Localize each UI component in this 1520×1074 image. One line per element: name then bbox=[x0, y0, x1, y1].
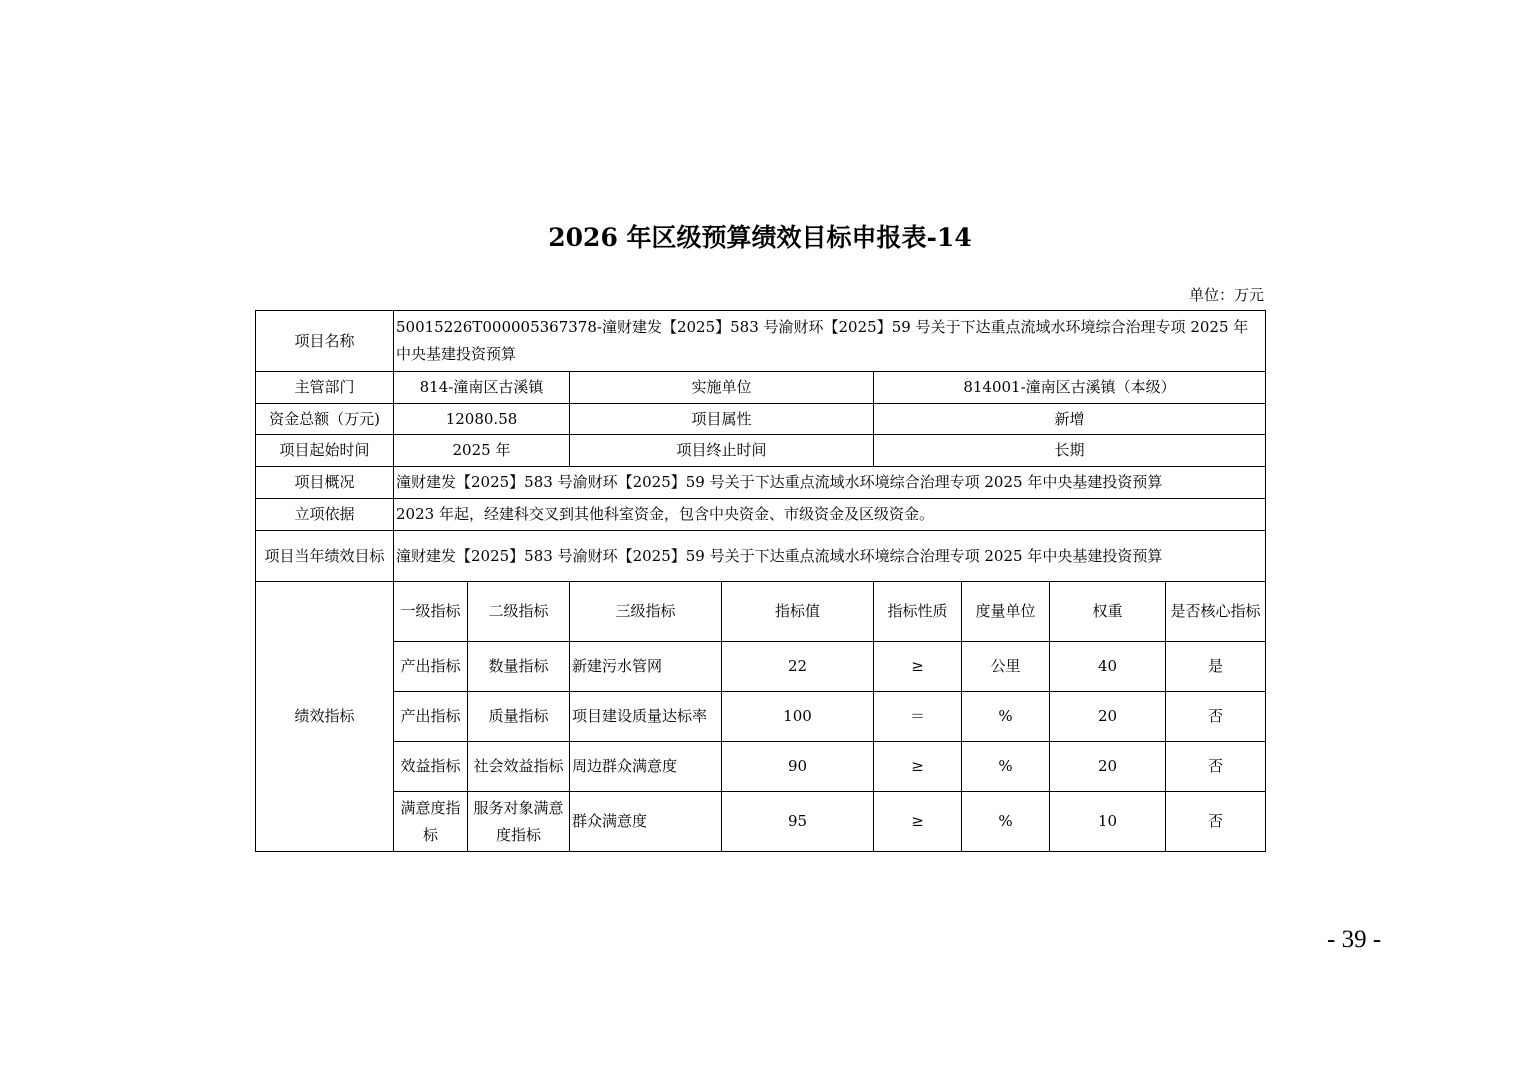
indicators-section-label: 绩效指标 bbox=[256, 582, 394, 852]
row-fund bbox=[256, 404, 1266, 435]
indicator-weight: 40 bbox=[1050, 642, 1166, 692]
indicator-nature: ≥ bbox=[874, 792, 962, 852]
document-title: 2026 年区级预算绩效目标申报表-14 bbox=[548, 223, 972, 252]
indicator-row bbox=[256, 642, 1266, 692]
project-name-label: 项目名称 bbox=[256, 311, 394, 372]
row-basis bbox=[256, 499, 1266, 531]
indicator-unit: 公里 bbox=[962, 642, 1050, 692]
fund-total-label: 资金总额（万元) bbox=[256, 404, 394, 435]
indicator-row bbox=[256, 692, 1266, 742]
implementer-value: 814001-潼南区古溪镇（本级） bbox=[874, 372, 1266, 404]
page-number: - 39 - bbox=[1327, 926, 1382, 953]
indicator-is-core: 否 bbox=[1166, 792, 1266, 852]
indicator-row bbox=[256, 792, 1266, 852]
indicator-nature: ≥ bbox=[874, 642, 962, 692]
indicator-level1: 产出指标 bbox=[394, 692, 468, 742]
header-indicator-value: 指标值 bbox=[722, 582, 874, 642]
indicator-is-core: 是 bbox=[1166, 642, 1266, 692]
header-indicator-nature: 指标性质 bbox=[874, 582, 962, 642]
annual-goal-label: 项目当年绩效目标 bbox=[256, 531, 394, 582]
indicator-unit: % bbox=[962, 792, 1050, 852]
basis-value: 2023 年起，经建科交叉到其他科室资金，包含中央资金、市级资金及区级资金。 bbox=[394, 499, 1266, 531]
indicator-unit: % bbox=[962, 742, 1050, 792]
indicator-value: 90 bbox=[722, 742, 874, 792]
department-label: 主管部门 bbox=[256, 372, 394, 404]
indicator-unit: % bbox=[962, 692, 1050, 742]
budget-performance-table bbox=[255, 310, 1266, 852]
header-level1: 一级指标 bbox=[394, 582, 468, 642]
row-annual-goal bbox=[256, 531, 1266, 582]
project-attribute-label: 项目属性 bbox=[570, 404, 874, 435]
indicator-weight: 20 bbox=[1050, 742, 1166, 792]
indicator-level1: 效益指标 bbox=[394, 742, 468, 792]
indicator-value: 100 bbox=[722, 692, 874, 742]
indicator-level3: 新建污水管网 bbox=[570, 642, 722, 692]
indicator-level2: 社会效益指标 bbox=[468, 742, 570, 792]
indicator-weight: 20 bbox=[1050, 692, 1166, 742]
indicator-is-core: 否 bbox=[1166, 742, 1266, 792]
indicator-nature: ＝ bbox=[874, 692, 962, 742]
indicator-level1: 满意度指标 bbox=[394, 792, 468, 852]
end-time-value: 长期 bbox=[874, 435, 1266, 467]
indicator-weight: 10 bbox=[1050, 792, 1166, 852]
indicator-level2: 服务对象满意度指标 bbox=[468, 792, 570, 852]
row-period bbox=[256, 435, 1266, 467]
row-project-name bbox=[256, 311, 1266, 372]
header-level3: 三级指标 bbox=[570, 582, 722, 642]
indicator-is-core: 否 bbox=[1166, 692, 1266, 742]
header-weight: 权重 bbox=[1050, 582, 1166, 642]
indicator-level3: 项目建设质量达标率 bbox=[570, 692, 722, 742]
indicator-value: 22 bbox=[722, 642, 874, 692]
department-value: 814-潼南区古溪镇 bbox=[394, 372, 570, 404]
row-department bbox=[256, 372, 1266, 404]
end-time-label: 项目终止时间 bbox=[570, 435, 874, 467]
overview-value: 潼财建发【2025】583 号渝财环【2025】59 号关于下达重点流域水环境综合治理专项 2025 年中央基建投资预算 bbox=[394, 467, 1266, 499]
indicator-nature: ≥ bbox=[874, 742, 962, 792]
header-level2: 二级指标 bbox=[468, 582, 570, 642]
start-time-label: 项目起始时间 bbox=[256, 435, 394, 467]
implementer-label: 实施单位 bbox=[570, 372, 874, 404]
overview-label: 项目概况 bbox=[256, 467, 394, 499]
indicator-value: 95 bbox=[722, 792, 874, 852]
indicator-level3: 群众满意度 bbox=[570, 792, 722, 852]
basis-label: 立项依据 bbox=[256, 499, 394, 531]
indicator-level2: 数量指标 bbox=[468, 642, 570, 692]
unit-label: 单位：万元 bbox=[1188, 286, 1264, 304]
header-measure-unit: 度量单位 bbox=[962, 582, 1050, 642]
start-time-value: 2025 年 bbox=[394, 435, 570, 467]
indicator-row bbox=[256, 742, 1266, 792]
indicator-level3: 周边群众满意度 bbox=[570, 742, 722, 792]
project-attribute-value: 新增 bbox=[874, 404, 1266, 435]
indicator-header-row bbox=[256, 582, 1266, 642]
row-overview bbox=[256, 467, 1266, 499]
indicator-level1: 产出指标 bbox=[394, 642, 468, 692]
annual-goal-value: 潼财建发【2025】583 号渝财环【2025】59 号关于下达重点流域水环境综合治理专项 2025 年中央基建投资预算 bbox=[394, 531, 1266, 582]
header-is-core: 是否核心指标 bbox=[1166, 582, 1266, 642]
fund-total-value: 12080.58 bbox=[394, 404, 570, 435]
indicator-level2: 质量指标 bbox=[468, 692, 570, 742]
project-name-value: 50015226T000005367378-潼财建发【2025】583 号渝财环【2025】59 号关于下达重点流域水环境综合治理专项 2025 年中央基建投资预算 bbox=[394, 311, 1266, 372]
